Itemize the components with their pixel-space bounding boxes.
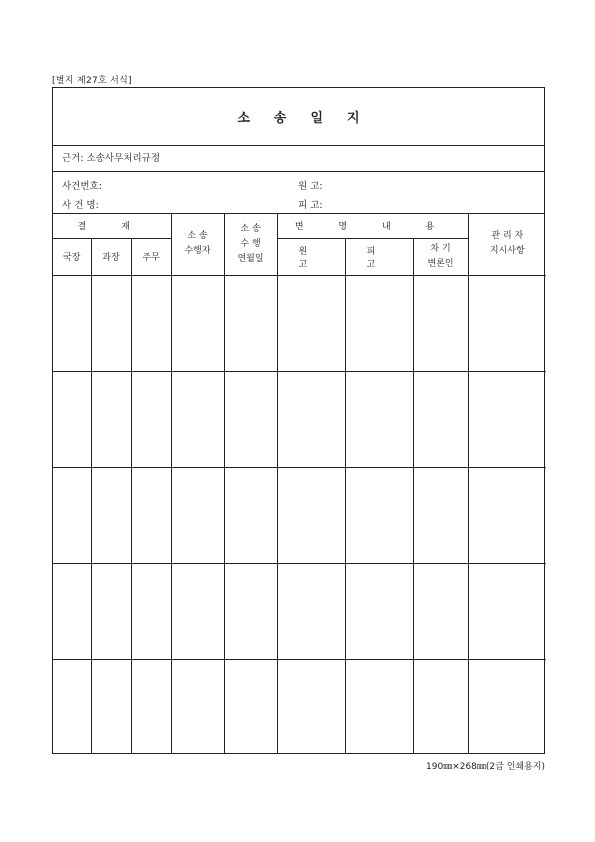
performer-header: 소 송 수행자 bbox=[171, 214, 224, 275]
entry-cell[interactable] bbox=[277, 467, 345, 563]
entry-cell[interactable] bbox=[131, 659, 171, 754]
approval-col-section-chief: 과장 bbox=[91, 238, 131, 275]
entry-cell[interactable] bbox=[91, 467, 131, 563]
entry-cell[interactable] bbox=[53, 659, 91, 754]
table-row bbox=[53, 467, 546, 563]
entry-cell[interactable] bbox=[413, 563, 468, 659]
entry-cell[interactable] bbox=[468, 563, 546, 659]
entry-cell[interactable] bbox=[413, 371, 468, 467]
plaintiff-label: 원 고: bbox=[298, 181, 323, 192]
entry-cell[interactable] bbox=[224, 275, 277, 371]
basis-row bbox=[53, 146, 544, 172]
entry-cell[interactable] bbox=[468, 371, 546, 467]
debate-content-header: 변 명 내 용 bbox=[277, 214, 468, 238]
entry-cell[interactable] bbox=[345, 563, 413, 659]
table-row bbox=[53, 371, 546, 467]
entry-cell[interactable] bbox=[53, 563, 91, 659]
entry-cell[interactable] bbox=[171, 275, 224, 371]
table-row bbox=[53, 659, 546, 754]
entry-cell[interactable] bbox=[53, 371, 91, 467]
case-info-block bbox=[53, 172, 544, 214]
approval-col-staff: 주무 bbox=[131, 238, 171, 275]
entry-cell[interactable] bbox=[468, 467, 546, 563]
entry-cell[interactable] bbox=[91, 563, 131, 659]
basis-text: 근거: 소송사무처리규정 bbox=[62, 153, 160, 164]
entry-cell[interactable] bbox=[53, 275, 91, 371]
litigation-log-form bbox=[52, 87, 545, 754]
manager-instructions-header: 관 리 자 지시사항 bbox=[468, 214, 546, 275]
title-box bbox=[53, 88, 544, 146]
entry-cell[interactable] bbox=[224, 563, 277, 659]
entry-cell[interactable] bbox=[131, 563, 171, 659]
entry-cell[interactable] bbox=[345, 275, 413, 371]
entry-cell[interactable] bbox=[224, 659, 277, 754]
entry-cell[interactable] bbox=[91, 371, 131, 467]
entry-cell[interactable] bbox=[413, 467, 468, 563]
paper-spec-footer: 190㎜×268㎜(2급 인쇄용지) bbox=[426, 762, 545, 772]
entry-cell[interactable] bbox=[413, 275, 468, 371]
date-header: 소 송 수 행 연월일 bbox=[224, 214, 277, 275]
approval-header: 결 재 bbox=[53, 214, 171, 238]
form-number-label: [별지 제27호 서식] bbox=[52, 76, 132, 86]
debate-col-defendant: 피 고 bbox=[345, 238, 413, 275]
entry-cell[interactable] bbox=[53, 467, 91, 563]
entry-cell[interactable] bbox=[468, 275, 546, 371]
form-title: 소송일지 bbox=[237, 111, 384, 126]
entry-cell[interactable] bbox=[91, 275, 131, 371]
next-date-header: 차 기 변론인 bbox=[413, 238, 468, 275]
entry-cell[interactable] bbox=[345, 659, 413, 754]
entry-cell[interactable] bbox=[131, 371, 171, 467]
entry-cell[interactable] bbox=[277, 371, 345, 467]
entry-cell[interactable] bbox=[171, 371, 224, 467]
entry-cell[interactable] bbox=[91, 659, 131, 754]
entry-cell[interactable] bbox=[171, 563, 224, 659]
entry-cell[interactable] bbox=[468, 659, 546, 754]
log-table bbox=[53, 214, 546, 754]
entry-cell[interactable] bbox=[345, 371, 413, 467]
entry-cell[interactable] bbox=[277, 275, 345, 371]
entry-cell[interactable] bbox=[277, 659, 345, 754]
case-number-label: 사건번호: bbox=[62, 181, 102, 192]
entry-cell[interactable] bbox=[171, 467, 224, 563]
entry-cell[interactable] bbox=[131, 467, 171, 563]
entry-cell[interactable] bbox=[224, 467, 277, 563]
entry-cell[interactable] bbox=[171, 659, 224, 754]
entry-cell[interactable] bbox=[277, 563, 345, 659]
debate-col-plaintiff: 원 고 bbox=[277, 238, 345, 275]
defendant-label: 피 고: bbox=[298, 200, 323, 211]
entry-cell[interactable] bbox=[131, 275, 171, 371]
table-row bbox=[53, 275, 546, 371]
entry-cell[interactable] bbox=[345, 467, 413, 563]
case-name-label: 사 건 명: bbox=[62, 200, 99, 211]
table-row bbox=[53, 563, 546, 659]
entry-cell[interactable] bbox=[224, 371, 277, 467]
entry-cell[interactable] bbox=[413, 659, 468, 754]
approval-col-director: 국장 bbox=[53, 238, 91, 275]
